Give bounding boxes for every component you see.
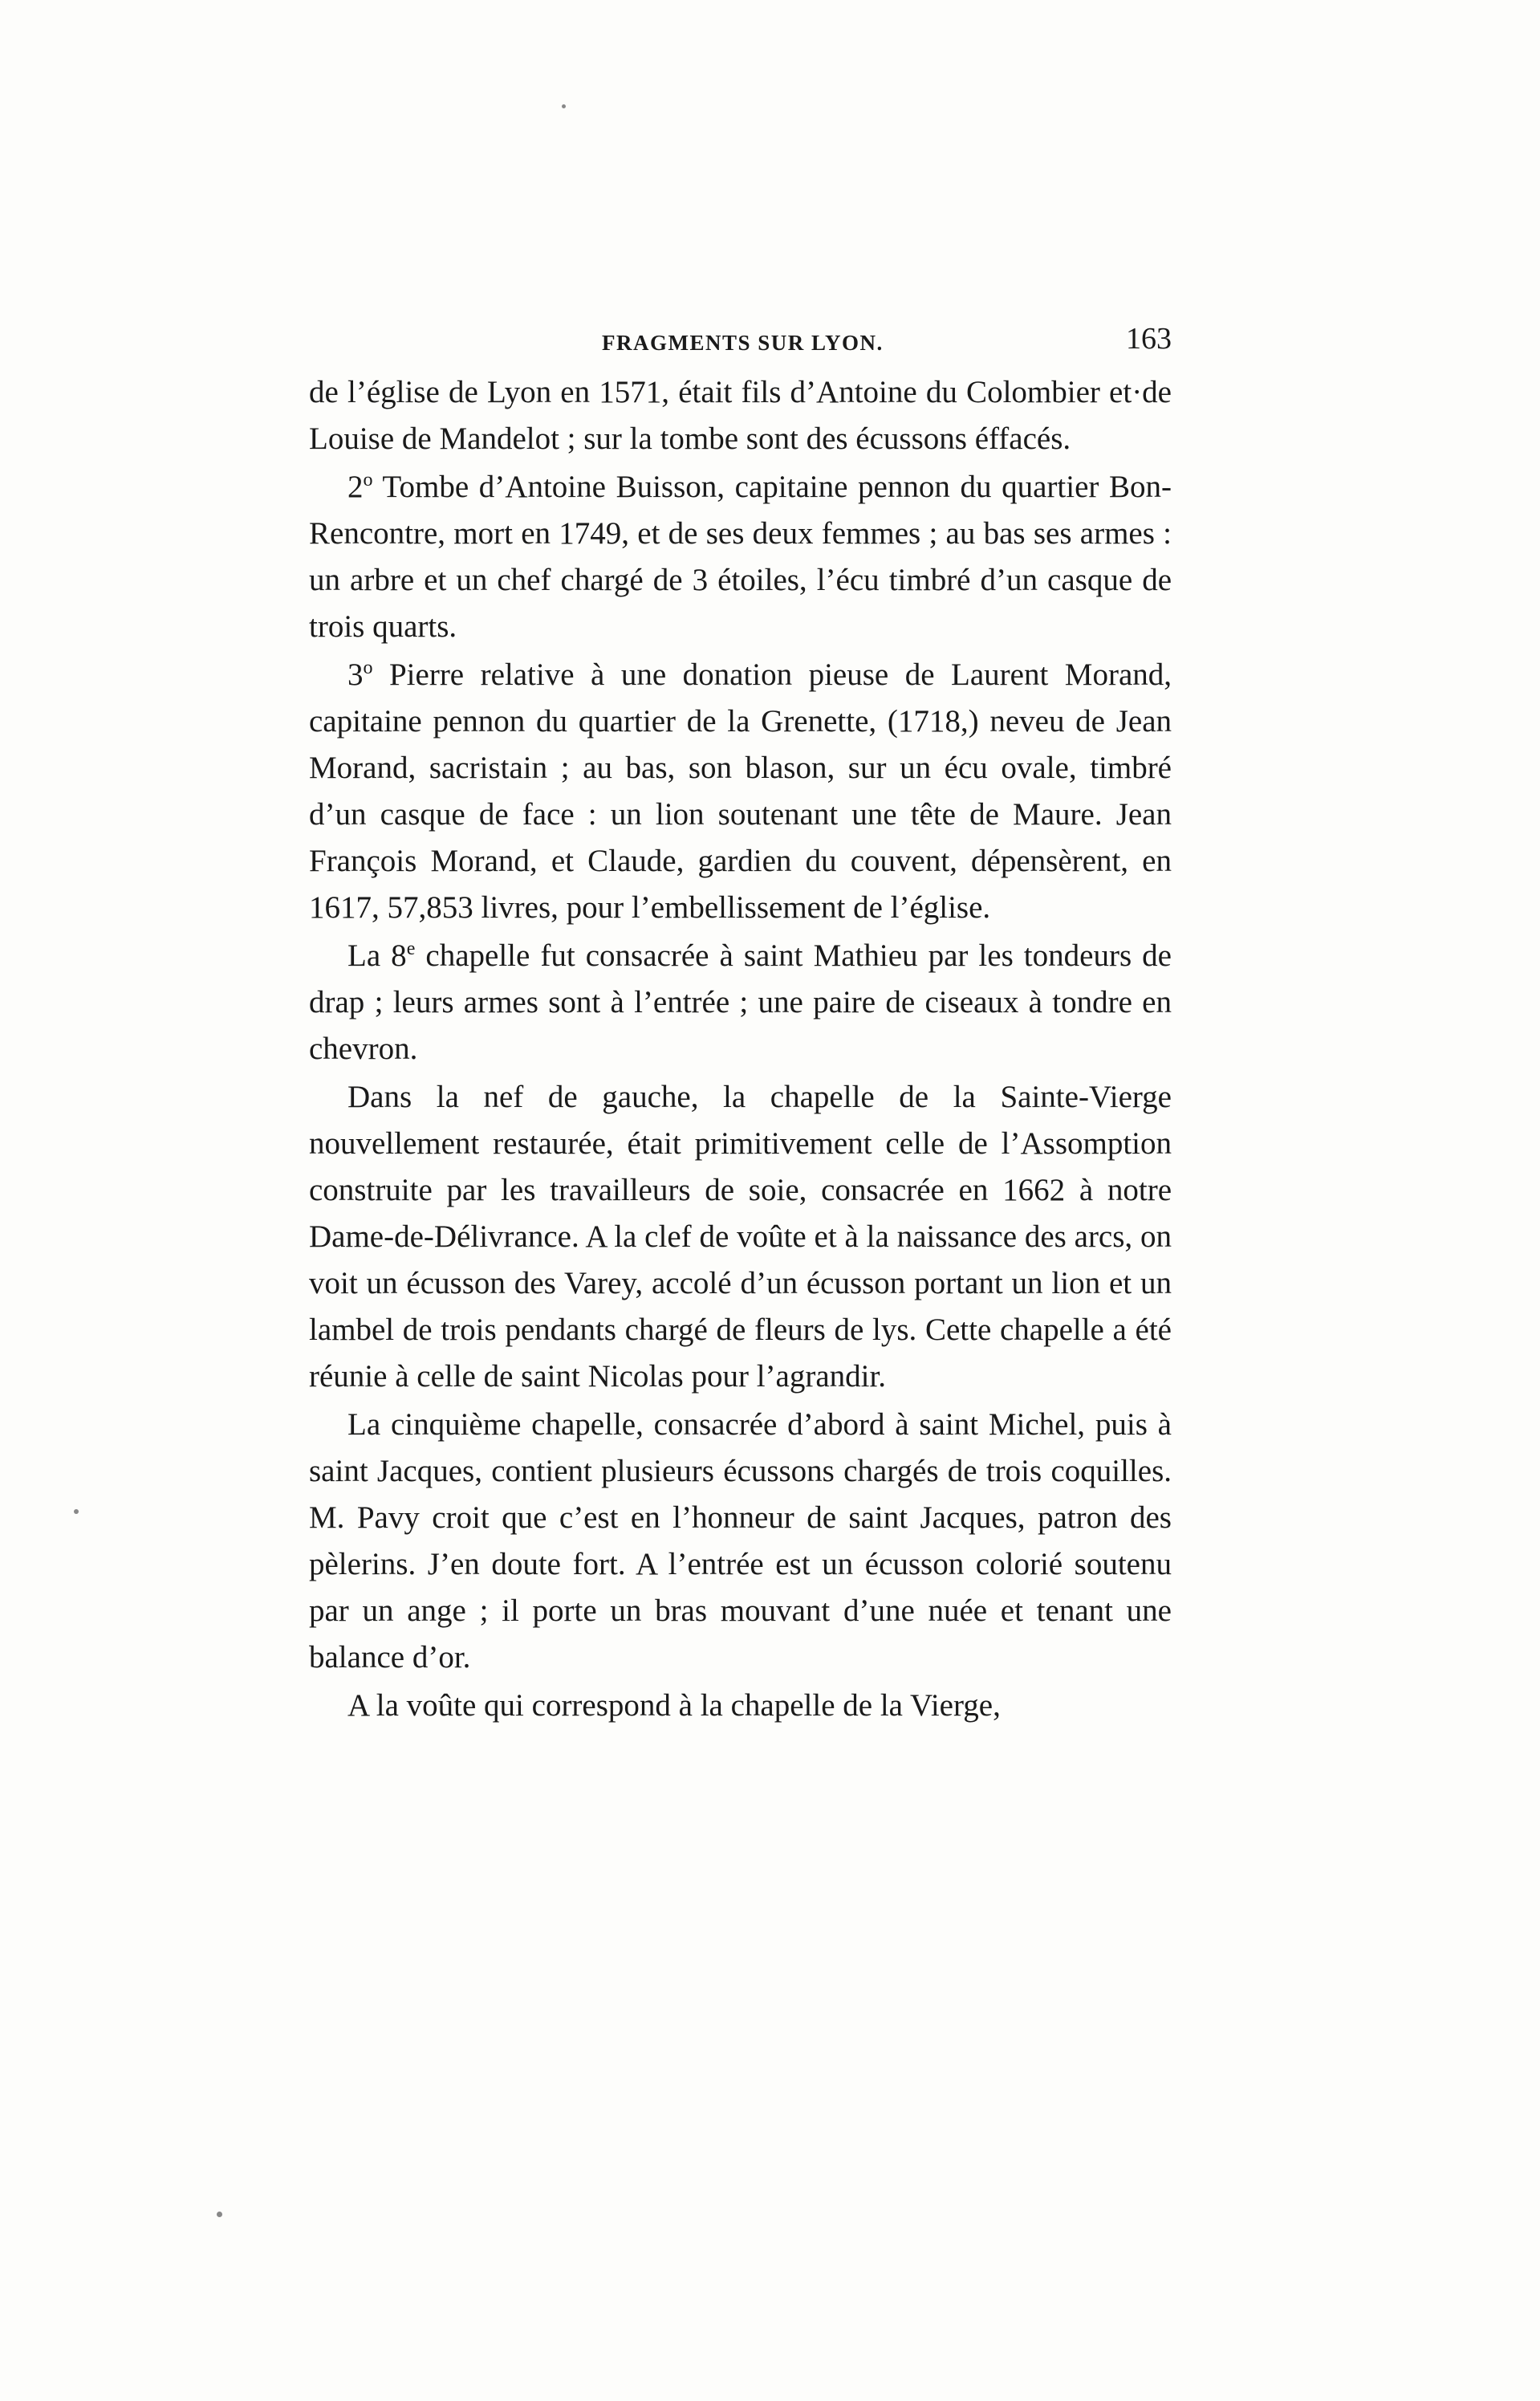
paragraph-prefix: La 8 [347, 938, 407, 973]
paragraph-text: Pierre relative à une donation pieuse de Laurent Morand, capitaine pennon du quartier de la Grenette, (1718,) neveu de Jean Morand, sacristain ; au bas, son blason, sur un écu ovale, timbré d’un casque de face : un lion soutenant une tête de Maure. Jean François Morand, et Claude, gardien du couvent, dépensèrent, en 1617, 57,853 livres, pour l’embellissement de l’église. [309, 657, 1172, 925]
superscript: e [406, 938, 416, 959]
body-text [309, 369, 1172, 1729]
page-number: 163 [1126, 322, 1172, 356]
page-header [309, 321, 1172, 369]
paper-speck [562, 104, 566, 108]
paragraph-4 [309, 933, 1172, 1072]
paragraph-1 [309, 369, 1172, 462]
book-page [309, 321, 1172, 1729]
paragraph-text: chapelle fut consacrée à saint Mathieu par les tondeurs de drap ; leurs armes sont à l’entrée ; une paire de ciseaux à tondre en chevron. [309, 938, 1172, 1066]
paragraph-5 [309, 1074, 1172, 1400]
paragraph-2 [309, 464, 1172, 650]
superscript: o [363, 657, 373, 678]
paper-speck [74, 1509, 79, 1514]
paragraph-3 [309, 652, 1172, 931]
superscript: o [363, 470, 373, 490]
paper-speck [217, 2212, 222, 2217]
paragraph-6 [309, 1402, 1172, 1681]
paragraph-text: A la voûte qui correspond à la chapelle de la Vierge, [347, 1688, 1001, 1723]
paragraph-text: Tombe d’Antoine Buisson, capitaine pennon du quartier Bon-Rencontre, mort en 1749, et de ses deux femmes ; au bas ses armes : un arbre et un chef chargé de 3 étoiles, l’écu timbré d’un casque de trois quarts. [309, 470, 1172, 644]
paragraph-prefix: 2 [347, 470, 364, 504]
running-head: FRAGMENTS SUR LYON. [602, 331, 884, 355]
paragraph-text: La cinquième chapelle, consacrée d’abord à saint Michel, puis à saint Jacques, contient plusieurs écussons chargés de trois coquilles. M. Pavy croit que c’est en l’honneur de saint Jacques, patron des pèlerins. J’en doute fort. A l’entrée est un écusson colorié soutenu par un ange ; il porte un bras mouvant d’une nuée et tenant une balance d’or. [309, 1407, 1172, 1675]
paragraph-prefix: 3 [347, 657, 364, 692]
paragraph-7 [309, 1683, 1172, 1729]
paragraph-text: Dans la nef de gauche, la chapelle de la Sainte-Vierge nouvellement restaurée, était primitivement celle de l’Assomption construite par les travailleurs de soie, consacrée en 1662 à notre Dame-de-Délivrance. A la clef de voûte et à la naissance des arcs, on voit un écusson des Varey, accolé d’un écusson portant un lion et un lambel de trois pendants chargé de fleurs de lys. Cette chapelle a été réunie à celle de saint Nicolas pour l’agrandir. [309, 1080, 1172, 1394]
paragraph-text: de l’église de Lyon en 1571, était fils d’Antoine du Colombier et·de Louise de Mandelot ; sur la tombe sont des écussons éffacés. [309, 375, 1172, 456]
